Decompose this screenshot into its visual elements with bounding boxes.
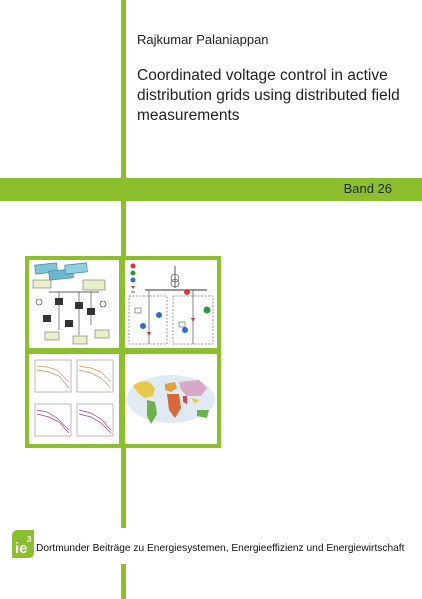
logo-superscript: 3: [27, 535, 32, 544]
figure-voltage-plots: [29, 354, 119, 444]
series-title: Dortmunder Beiträge zu Energiesystemen, Energieeffizienz und Energiewirtschaft: [36, 543, 405, 554]
figure-network-schematic: [29, 260, 119, 348]
voltage-plots-illustration: [29, 354, 119, 444]
vertical-stripe-bottom: [121, 201, 126, 256]
vertical-stripe-lower: [121, 448, 126, 528]
control-hierarchy-illustration: [125, 260, 217, 348]
volume-label: Band 26: [343, 181, 392, 196]
figure-control-hierarchy: [125, 260, 217, 348]
vertical-stripe-footer: [121, 564, 126, 599]
author-name: Rajkumar Palaniappan: [137, 32, 269, 47]
vertical-stripe-top: [121, 0, 126, 178]
ie3-logo: [8, 528, 38, 562]
book-title: Coordinated voltage control in active distribution grids using distributed field measurements: [137, 67, 400, 124]
logo-text: ie: [15, 540, 28, 557]
world-map-illustration: [125, 354, 217, 444]
network-schematic-illustration: [29, 260, 119, 348]
figure-world-map: [125, 354, 217, 444]
